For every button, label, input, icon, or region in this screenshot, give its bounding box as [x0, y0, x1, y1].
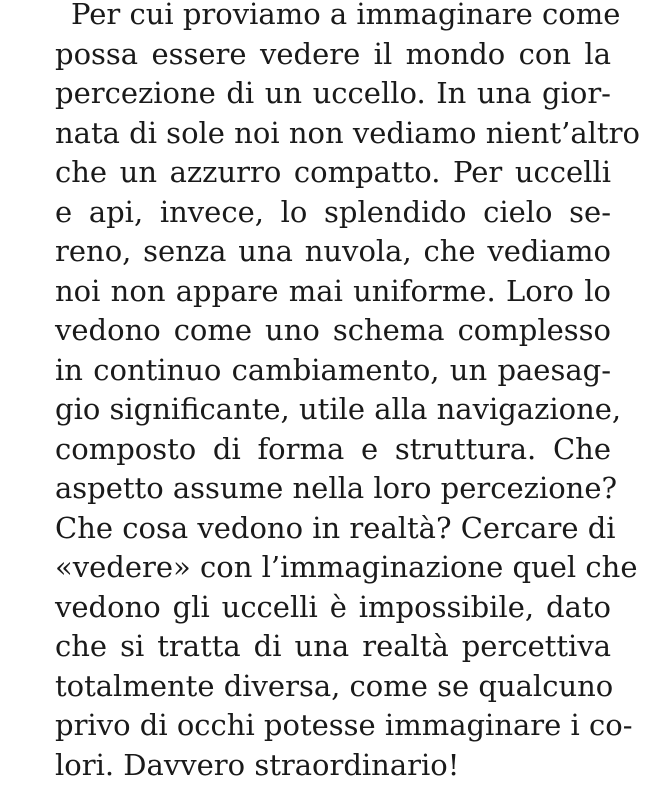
text-line: privo di occhi potesse immaginare i co-	[55, 708, 633, 742]
text-line: composto di forma e struttura. Che	[55, 432, 611, 466]
text-line: Che cosa vedono in realtà? Cercare di	[55, 511, 616, 545]
text-line: e api, invece, lo splendido cielo se-	[55, 195, 611, 229]
text-line: totalmente diversa, come se qualcuno	[55, 669, 614, 703]
text-line: reno, senza una nuvola, che vediamo	[55, 234, 611, 268]
text-line: nata di sole noi non vediamo nient’altro	[55, 116, 640, 150]
text-line: vedono come uno schema complesso	[55, 313, 611, 347]
text-line: Per cui proviamo a immaginare come	[71, 0, 621, 31]
text-line: lori. Davvero straordinario!	[55, 748, 460, 782]
text-line: aspetto assume nella loro percezione?	[55, 471, 618, 505]
text-line: in continuo cambiamento, un paesag-	[55, 353, 611, 387]
text-line: «vedere» con l’immaginazione quel che	[55, 550, 638, 584]
text-line: vedono gli uccelli è impossibile, dato	[55, 590, 611, 624]
text-line: gio significante, utile alla navigazione,	[55, 392, 622, 426]
text-line: noi non appare mai uniforme. Loro lo	[55, 274, 611, 308]
text-line: possa essere vedere il mondo con la	[55, 37, 611, 71]
text-line: percezione di un uccello. In una gior-	[55, 76, 611, 110]
text-line: che si tratta di una realtà percettiva	[55, 629, 611, 663]
text-line: che un azzurro compatto. Per uccelli	[55, 155, 611, 189]
